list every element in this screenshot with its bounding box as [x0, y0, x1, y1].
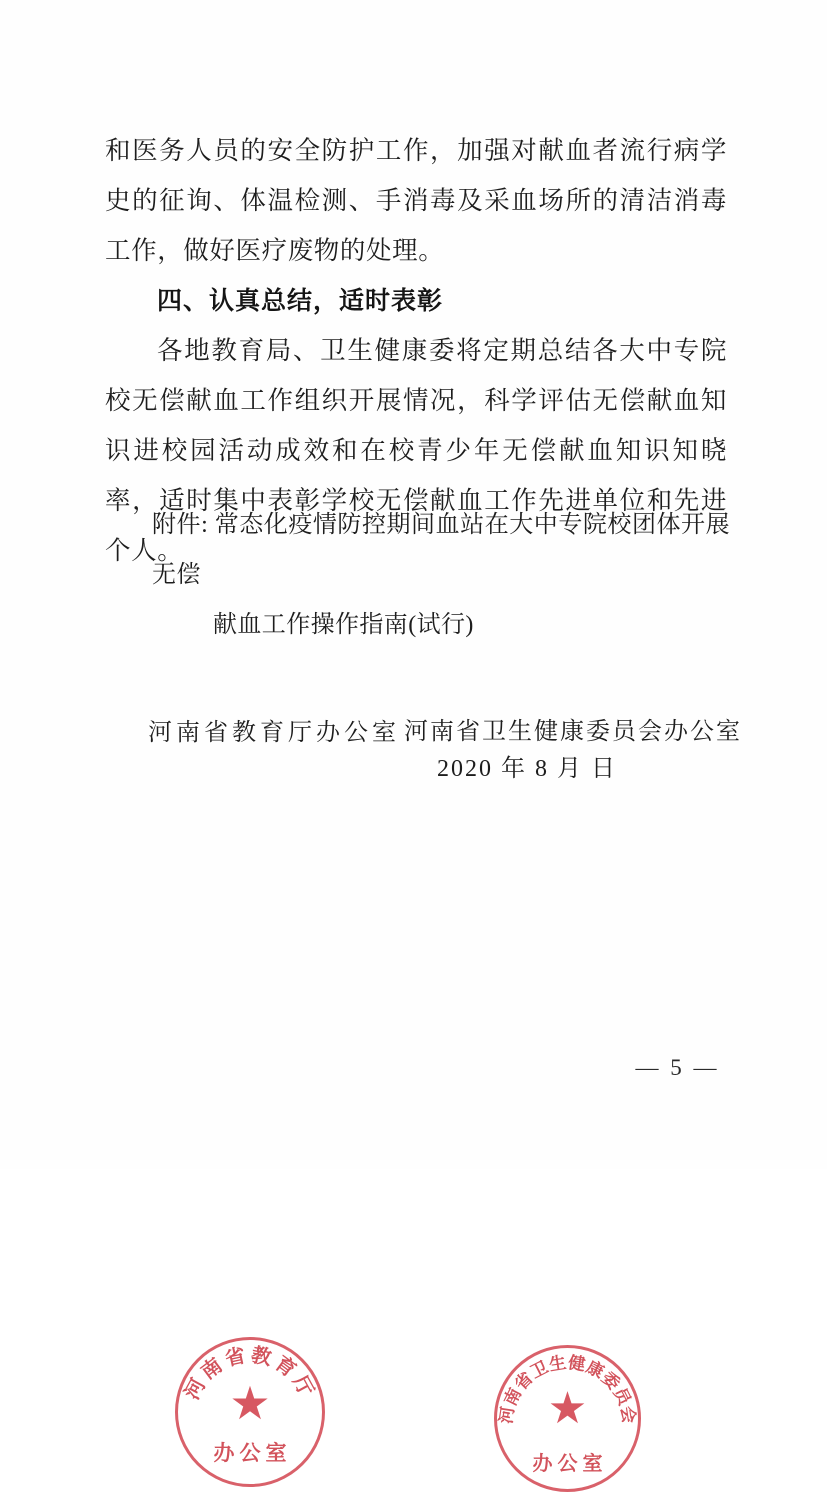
attachment-line-2: 献血工作操作指南(试行)	[213, 612, 474, 638]
seal-health-commission	[494, 1345, 641, 1492]
signature-health-commission-office: 河南省卫生健康委员会办公室	[404, 719, 742, 745]
signature-area	[0, 700, 827, 1475]
body-paragraph-continued: 和医务人员的安全防护工作，加强对献血者流行病学史的征询、体温检测、手消毒及采血场所的清洁消毒工作，做好医疗废物的处理。	[105, 136, 727, 265]
signature-date: 2020 年 8 月 日	[437, 756, 617, 782]
seal-education-department	[175, 1337, 325, 1487]
seal-bottom-text: 办公室	[213, 1441, 292, 1465]
seal-arc-text: 河南省教育厅	[179, 1342, 321, 1404]
star-icon: ★	[229, 1378, 271, 1429]
seal-arc-text: 河南省卫生健康委员会	[496, 1352, 639, 1426]
attachment-line-1: 附件: 常态化疫情防控期间血站在大中专院校团体开展无偿	[152, 512, 730, 588]
attachment-block	[152, 500, 730, 650]
page-number-label: — 5 —	[635, 1055, 720, 1080]
section-heading-four: 四、认真总结，适时表彰	[157, 286, 444, 315]
seal-bottom-text: 办公室	[532, 1451, 608, 1475]
signature-education-office: 河南省教育厅办公室	[148, 720, 400, 746]
star-icon: ★	[547, 1384, 588, 1433]
section-paragraph: 各地教育局、卫生健康委将定期总结各大中专院校无偿献血工作组织开展情况，科学评估无偿献血知识进校园活动成效和在校青少年无偿献血知识知晓率，适时集中表彰学校无偿献血工作先进单位和先进个人。	[105, 336, 727, 565]
page-number	[0, 1055, 827, 1081]
